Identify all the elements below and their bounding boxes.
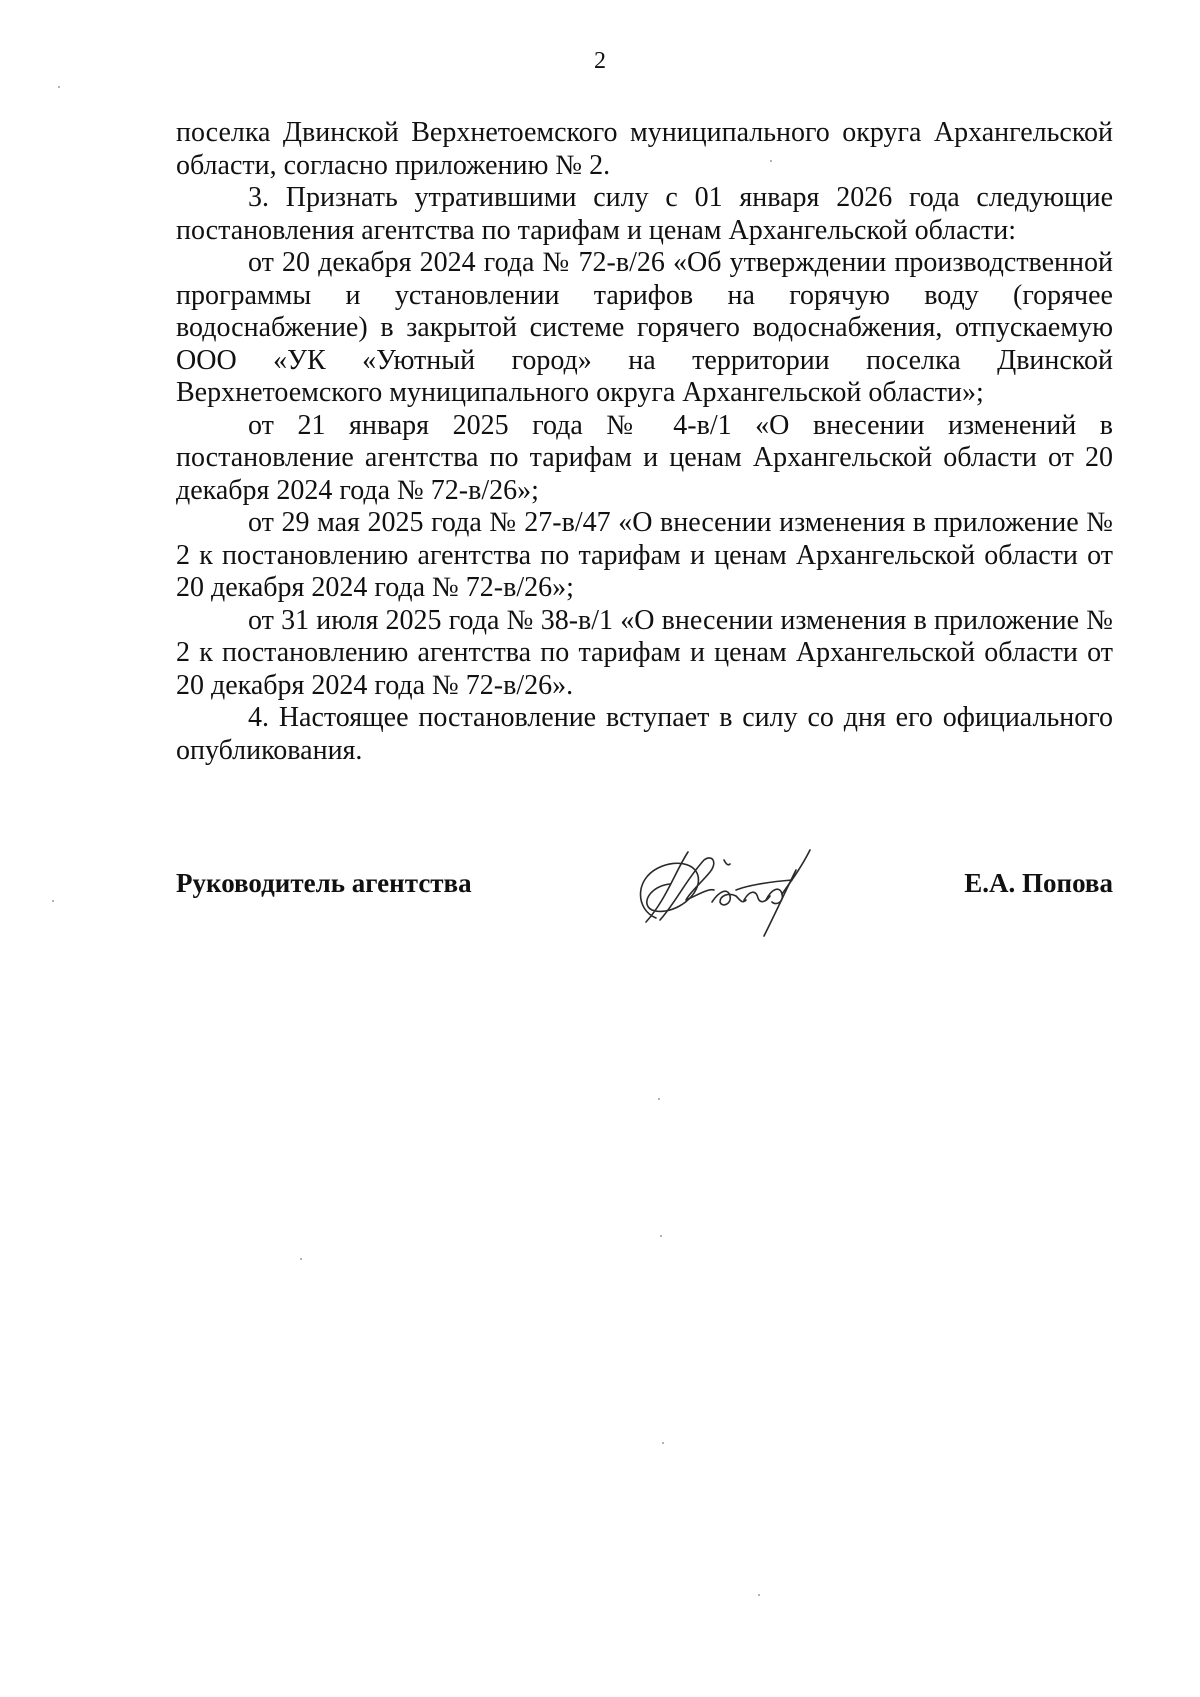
paragraph-item-4: 4. Настоящее постановление вступает в силу со дня его официального опубликования. [176, 702, 1113, 766]
scan-speck [660, 1235, 662, 1237]
document-body [176, 117, 1113, 767]
paragraph-repealed-act-1: от 20 декабря 2024 года № 72-в/26 «Об утверждении производственной программы и установлении тарифов на горячую воду (горячее водоснабжение) в закрытой системе горячего водоснабжения, отпускаемую ООО «УК «Уютный город» на территории поселка Двинской Верхнетоемского муниципального округа Архангельской области»; [176, 247, 1113, 408]
handwritten-signature [616, 840, 826, 950]
scan-speck [758, 1594, 760, 1596]
scan-speck [770, 160, 772, 162]
scan-speck [662, 1442, 664, 1444]
scan-speck [658, 1098, 660, 1100]
paragraph-repealed-act-2: от 21 января 2025 года № 4-в/1 «О внесении изменений в постановление агентства по тарифам и ценам Архангельской области от 20 декабря 2024 года № 72-в/26»; [176, 409, 1113, 506]
paragraph-repealed-act-4: от 31 июля 2025 года № 38-в/1 «О внесении изменения в приложение № 2 к постановлению агентства по тарифам и ценам Архангельской области от 20 декабря 2024 года № 72-в/26». [176, 604, 1113, 701]
signature-block [176, 840, 1113, 960]
paragraph-continuation: поселка Двинской Верхнетоемского муниципального округа Архангельской области, согласно приложению № 2. [176, 117, 1113, 181]
scan-speck [58, 86, 60, 88]
page-number: 2 [594, 48, 606, 74]
paragraph-item-3: 3. Признать утратившими силу с 01 января 2026 года следующие постановления агентства по тарифам и ценам Архангельской области: [176, 182, 1113, 246]
paragraph-repealed-act-3: от 29 мая 2025 года № 27-в/47 «О внесении изменения в приложение № 2 к постановлению агентства по тарифам и ценам Архангельской области от 20 декабря 2024 года № 72-в/26»; [176, 507, 1113, 603]
scan-speck [52, 900, 54, 902]
scan-speck [300, 1258, 302, 1260]
signatory-name: Е.А. Попова [964, 868, 1113, 898]
signatory-role: Руководитель агентства [176, 868, 472, 898]
